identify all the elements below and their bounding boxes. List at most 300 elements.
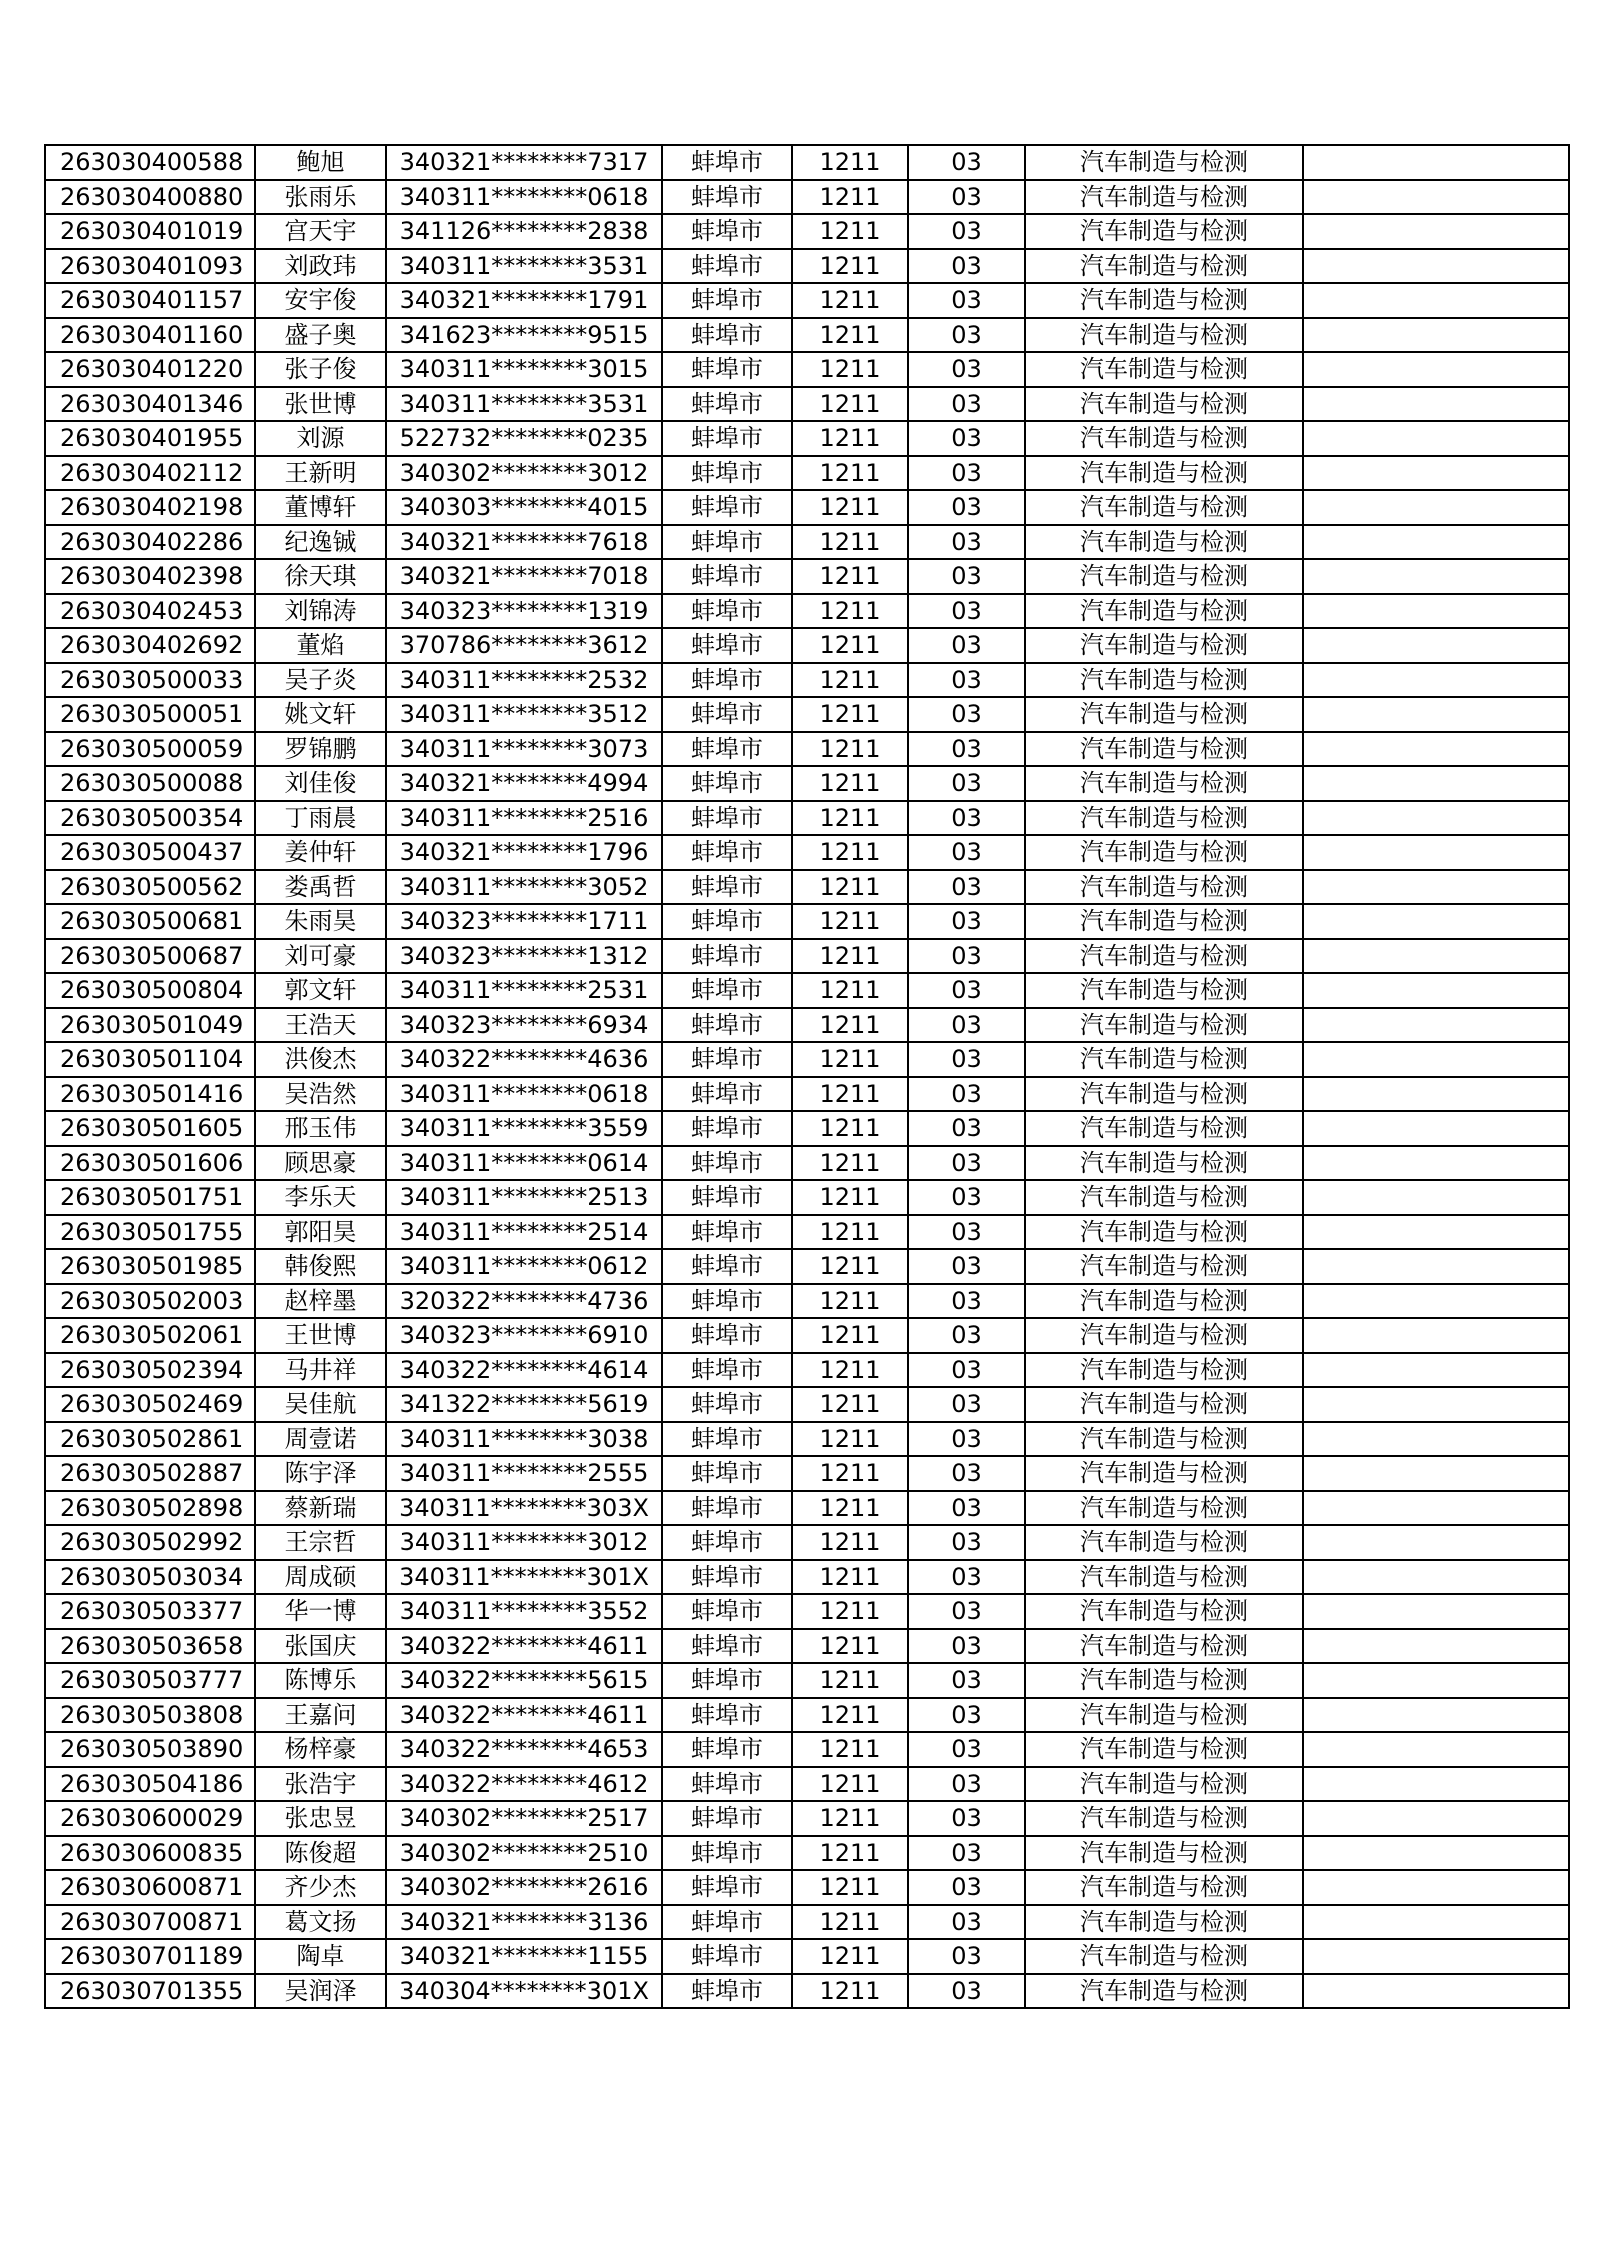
id-card-cell: 340321********1791 [386,283,662,318]
code-cell: 1211 [792,1594,908,1629]
exam-number-cell: 263030503890 [45,1732,255,1767]
table-row [45,1836,1569,1871]
class-cell: 03 [908,1663,1025,1698]
name-cell: 赵梓墨 [255,1284,386,1319]
code-cell: 1211 [792,1732,908,1767]
table-row [45,697,1569,732]
table-row [45,628,1569,663]
table-row [45,421,1569,456]
name-cell: 丁雨晨 [255,801,386,836]
id-card-cell: 340323********6910 [386,1318,662,1353]
city-cell: 蚌埠市 [662,214,792,249]
code-cell: 1211 [792,214,908,249]
remark-cell [1303,1560,1569,1595]
remark-cell [1303,1146,1569,1181]
major-cell: 汽车制造与检测 [1025,1732,1303,1767]
code-cell: 1211 [792,628,908,663]
class-cell: 03 [908,318,1025,353]
exam-number-cell: 263030700871 [45,1905,255,1940]
name-cell: 王世博 [255,1318,386,1353]
city-cell: 蚌埠市 [662,1111,792,1146]
id-card-cell: 340323********1319 [386,594,662,629]
city-cell: 蚌埠市 [662,456,792,491]
table-row [45,456,1569,491]
remark-cell [1303,490,1569,525]
class-cell: 03 [908,456,1025,491]
table-row [45,594,1569,629]
major-cell: 汽车制造与检测 [1025,1560,1303,1595]
name-cell: 周成硕 [255,1560,386,1595]
city-cell: 蚌埠市 [662,1732,792,1767]
name-cell: 安宇俊 [255,283,386,318]
class-cell: 03 [908,628,1025,663]
city-cell: 蚌埠市 [662,1525,792,1560]
code-cell: 1211 [792,594,908,629]
remark-cell [1303,352,1569,387]
id-card-cell: 340322********5615 [386,1663,662,1698]
table-row [45,559,1569,594]
class-cell: 03 [908,1698,1025,1733]
class-cell: 03 [908,387,1025,422]
table-row [45,835,1569,870]
name-cell: 朱雨昊 [255,904,386,939]
major-cell: 汽车制造与检测 [1025,1836,1303,1871]
table-row [45,939,1569,974]
city-cell: 蚌埠市 [662,1387,792,1422]
exam-number-cell: 263030503034 [45,1560,255,1595]
class-cell: 03 [908,525,1025,560]
name-cell: 董博轩 [255,490,386,525]
class-cell: 03 [908,1456,1025,1491]
city-cell: 蚌埠市 [662,1836,792,1871]
exam-number-cell: 263030500687 [45,939,255,974]
exam-number-cell: 263030401157 [45,283,255,318]
code-cell: 1211 [792,387,908,422]
major-cell: 汽车制造与检测 [1025,145,1303,180]
remark-cell [1303,283,1569,318]
code-cell: 1211 [792,1387,908,1422]
code-cell: 1211 [792,1353,908,1388]
city-cell: 蚌埠市 [662,1008,792,1043]
table-row [45,490,1569,525]
remark-cell [1303,1249,1569,1284]
exam-number-cell: 263030502469 [45,1387,255,1422]
name-cell: 吴浩然 [255,1077,386,1112]
name-cell: 吴润泽 [255,1974,386,2009]
table-row [45,1353,1569,1388]
id-card-cell: 341126********2838 [386,214,662,249]
exam-number-cell: 263030401019 [45,214,255,249]
class-cell: 03 [908,1974,1025,2009]
city-cell: 蚌埠市 [662,283,792,318]
class-cell: 03 [908,939,1025,974]
city-cell: 蚌埠市 [662,1594,792,1629]
table-row [45,1732,1569,1767]
code-cell: 1211 [792,1456,908,1491]
table-row [45,732,1569,767]
exam-number-cell: 263030500033 [45,663,255,698]
major-cell: 汽车制造与检测 [1025,1077,1303,1112]
name-cell: 盛子奥 [255,318,386,353]
major-cell: 汽车制造与检测 [1025,559,1303,594]
name-cell: 洪俊杰 [255,1042,386,1077]
code-cell: 1211 [792,525,908,560]
name-cell: 张雨乐 [255,180,386,215]
id-card-cell: 340311********3512 [386,697,662,732]
major-cell: 汽车制造与检测 [1025,1663,1303,1698]
city-cell: 蚌埠市 [662,1422,792,1457]
exam-number-cell: 263030402692 [45,628,255,663]
id-card-cell: 340311********3531 [386,249,662,284]
id-card-cell: 340322********4653 [386,1732,662,1767]
major-cell: 汽车制造与检测 [1025,801,1303,836]
major-cell: 汽车制造与检测 [1025,249,1303,284]
class-cell: 03 [908,249,1025,284]
city-cell: 蚌埠市 [662,1249,792,1284]
code-cell: 1211 [792,1318,908,1353]
id-card-cell: 340323********6934 [386,1008,662,1043]
remark-cell [1303,1077,1569,1112]
major-cell: 汽车制造与检测 [1025,663,1303,698]
id-card-cell: 340311********2555 [386,1456,662,1491]
remark-cell [1303,1905,1569,1940]
table-row [45,145,1569,180]
code-cell: 1211 [792,1870,908,1905]
code-cell: 1211 [792,1284,908,1319]
table-row [45,1146,1569,1181]
major-cell: 汽车制造与检测 [1025,456,1303,491]
exam-number-cell: 263030600871 [45,1870,255,1905]
major-cell: 汽车制造与检测 [1025,1284,1303,1319]
city-cell: 蚌埠市 [662,421,792,456]
code-cell: 1211 [792,318,908,353]
id-card-cell: 340311********2513 [386,1180,662,1215]
city-cell: 蚌埠市 [662,697,792,732]
exam-number-cell: 263030402398 [45,559,255,594]
major-cell: 汽车制造与检测 [1025,283,1303,318]
table-row [45,1387,1569,1422]
class-cell: 03 [908,1939,1025,1974]
id-card-cell: 340311********3073 [386,732,662,767]
remark-cell [1303,1974,1569,2009]
remark-cell [1303,1491,1569,1526]
table-row [45,1905,1569,1940]
remark-cell [1303,1698,1569,1733]
id-card-cell: 340321********7317 [386,145,662,180]
id-card-cell: 340311********2531 [386,973,662,1008]
major-cell: 汽车制造与检测 [1025,1629,1303,1664]
id-card-cell: 340311********303X [386,1491,662,1526]
code-cell: 1211 [792,1905,908,1940]
city-cell: 蚌埠市 [662,1974,792,2009]
name-cell: 马井祥 [255,1353,386,1388]
exam-number-cell: 263030501985 [45,1249,255,1284]
exam-number-cell: 263030401160 [45,318,255,353]
city-cell: 蚌埠市 [662,904,792,939]
exam-number-cell: 263030501104 [45,1042,255,1077]
major-cell: 汽车制造与检测 [1025,1249,1303,1284]
class-cell: 03 [908,663,1025,698]
name-cell: 郭文轩 [255,973,386,1008]
remark-cell [1303,1525,1569,1560]
major-cell: 汽车制造与检测 [1025,1767,1303,1802]
name-cell: 张国庆 [255,1629,386,1664]
table-row [45,1698,1569,1733]
id-card-cell: 340302********3012 [386,456,662,491]
code-cell: 1211 [792,1042,908,1077]
exam-number-cell: 263030501416 [45,1077,255,1112]
code-cell: 1211 [792,1836,908,1871]
name-cell: 张世博 [255,387,386,422]
major-cell: 汽车制造与检测 [1025,180,1303,215]
city-cell: 蚌埠市 [662,1560,792,1595]
class-cell: 03 [908,1353,1025,1388]
major-cell: 汽车制造与检测 [1025,1111,1303,1146]
name-cell: 董焰 [255,628,386,663]
code-cell: 1211 [792,1180,908,1215]
exam-number-cell: 263030701355 [45,1974,255,2009]
code-cell: 1211 [792,835,908,870]
code-cell: 1211 [792,697,908,732]
class-cell: 03 [908,1525,1025,1560]
exam-number-cell: 263030502992 [45,1525,255,1560]
remark-cell [1303,663,1569,698]
major-cell: 汽车制造与检测 [1025,490,1303,525]
id-card-cell: 340322********4614 [386,1353,662,1388]
major-cell: 汽车制造与检测 [1025,1422,1303,1457]
exam-number-cell: 263030501049 [45,1008,255,1043]
name-cell: 邢玉伟 [255,1111,386,1146]
major-cell: 汽车制造与检测 [1025,1525,1303,1560]
table-row [45,1801,1569,1836]
city-cell: 蚌埠市 [662,1456,792,1491]
major-cell: 汽车制造与检测 [1025,1491,1303,1526]
code-cell: 1211 [792,766,908,801]
exam-number-cell: 263030402286 [45,525,255,560]
name-cell: 张子俊 [255,352,386,387]
id-card-cell: 340322********4636 [386,1042,662,1077]
id-card-cell: 341623********9515 [386,318,662,353]
code-cell: 1211 [792,973,908,1008]
code-cell: 1211 [792,1801,908,1836]
city-cell: 蚌埠市 [662,145,792,180]
class-cell: 03 [908,1732,1025,1767]
table-row [45,1870,1569,1905]
major-cell: 汽车制造与检测 [1025,1387,1303,1422]
id-card-cell: 340311********2516 [386,801,662,836]
table-row [45,1422,1569,1457]
remark-cell [1303,835,1569,870]
id-card-cell: 340311********3531 [386,387,662,422]
table-row [45,870,1569,905]
remark-cell [1303,1801,1569,1836]
exam-number-cell: 263030503808 [45,1698,255,1733]
city-cell: 蚌埠市 [662,180,792,215]
class-cell: 03 [908,732,1025,767]
city-cell: 蚌埠市 [662,939,792,974]
remark-cell [1303,1870,1569,1905]
name-cell: 陶卓 [255,1939,386,1974]
city-cell: 蚌埠市 [662,1629,792,1664]
id-card-cell: 340311********3559 [386,1111,662,1146]
city-cell: 蚌埠市 [662,835,792,870]
table-row [45,1111,1569,1146]
id-card-cell: 340311********3552 [386,1594,662,1629]
major-cell: 汽车制造与检测 [1025,1042,1303,1077]
table-body [45,145,1569,2008]
class-cell: 03 [908,1767,1025,1802]
id-card-cell: 340311********0612 [386,1249,662,1284]
id-card-cell: 340302********2510 [386,1836,662,1871]
name-cell: 徐天琪 [255,559,386,594]
major-cell: 汽车制造与检测 [1025,1215,1303,1250]
city-cell: 蚌埠市 [662,559,792,594]
id-card-cell: 340321********1155 [386,1939,662,1974]
exam-number-cell: 263030502898 [45,1491,255,1526]
city-cell: 蚌埠市 [662,801,792,836]
name-cell: 葛文扬 [255,1905,386,1940]
remark-cell [1303,939,1569,974]
remark-cell [1303,697,1569,732]
code-cell: 1211 [792,145,908,180]
remark-cell [1303,249,1569,284]
major-cell: 汽车制造与检测 [1025,1008,1303,1043]
exam-number-cell: 263030400880 [45,180,255,215]
table-row [45,1456,1569,1491]
class-cell: 03 [908,559,1025,594]
remark-cell [1303,1939,1569,1974]
id-card-cell: 340321********1796 [386,835,662,870]
table-row [45,1939,1569,1974]
name-cell: 姜仲轩 [255,835,386,870]
exam-number-cell: 263030400588 [45,145,255,180]
id-card-cell: 340311********0614 [386,1146,662,1181]
id-card-cell: 320322********4736 [386,1284,662,1319]
exam-number-cell: 263030503777 [45,1663,255,1698]
exam-number-cell: 263030701189 [45,1939,255,1974]
city-cell: 蚌埠市 [662,1939,792,1974]
remark-cell [1303,456,1569,491]
name-cell: 刘源 [255,421,386,456]
major-cell: 汽车制造与检测 [1025,697,1303,732]
name-cell: 吴子炎 [255,663,386,698]
code-cell: 1211 [792,1146,908,1181]
code-cell: 1211 [792,1939,908,1974]
remark-cell [1303,318,1569,353]
class-cell: 03 [908,835,1025,870]
remark-cell [1303,766,1569,801]
code-cell: 1211 [792,559,908,594]
id-card-cell: 340323********1711 [386,904,662,939]
name-cell: 郭阳昊 [255,1215,386,1250]
id-card-cell: 340311********3015 [386,352,662,387]
remark-cell [1303,1180,1569,1215]
id-card-cell: 340322********4611 [386,1698,662,1733]
id-card-cell: 340311********2514 [386,1215,662,1250]
major-cell: 汽车制造与检测 [1025,1594,1303,1629]
name-cell: 纪逸铖 [255,525,386,560]
name-cell: 刘可豪 [255,939,386,974]
remark-cell [1303,904,1569,939]
major-cell: 汽车制造与检测 [1025,628,1303,663]
code-cell: 1211 [792,870,908,905]
remark-cell [1303,1111,1569,1146]
name-cell: 刘锦涛 [255,594,386,629]
major-cell: 汽车制造与检测 [1025,1353,1303,1388]
id-card-cell: 340323********1312 [386,939,662,974]
remark-cell [1303,1387,1569,1422]
exam-number-cell: 263030500088 [45,766,255,801]
table-row [45,387,1569,422]
class-cell: 03 [908,766,1025,801]
code-cell: 1211 [792,801,908,836]
remark-cell [1303,1422,1569,1457]
city-cell: 蚌埠市 [662,352,792,387]
code-cell: 1211 [792,1249,908,1284]
class-cell: 03 [908,421,1025,456]
name-cell: 蔡新瑞 [255,1491,386,1526]
code-cell: 1211 [792,904,908,939]
exam-number-cell: 263030503377 [45,1594,255,1629]
exam-number-cell: 263030401346 [45,387,255,422]
table-row [45,801,1569,836]
city-cell: 蚌埠市 [662,1905,792,1940]
id-card-cell: 340322********4612 [386,1767,662,1802]
id-card-cell: 522732********0235 [386,421,662,456]
code-cell: 1211 [792,1422,908,1457]
exam-number-cell: 263030500437 [45,835,255,870]
table-row [45,1180,1569,1215]
remark-cell [1303,1284,1569,1319]
exam-number-cell: 263030500804 [45,973,255,1008]
class-cell: 03 [908,1284,1025,1319]
id-card-cell: 340311********3012 [386,1525,662,1560]
major-cell: 汽车制造与检测 [1025,1146,1303,1181]
class-cell: 03 [908,490,1025,525]
code-cell: 1211 [792,732,908,767]
exam-number-cell: 263030500059 [45,732,255,767]
table-row [45,180,1569,215]
city-cell: 蚌埠市 [662,1180,792,1215]
table-row [45,1008,1569,1043]
major-cell: 汽车制造与检测 [1025,1939,1303,1974]
remark-cell [1303,145,1569,180]
class-cell: 03 [908,1629,1025,1664]
id-card-cell: 340302********2517 [386,1801,662,1836]
code-cell: 1211 [792,1111,908,1146]
exam-number-cell: 263030401220 [45,352,255,387]
remark-cell [1303,421,1569,456]
exam-number-cell: 263030401955 [45,421,255,456]
class-cell: 03 [908,594,1025,629]
table-row [45,663,1569,698]
name-cell: 齐少杰 [255,1870,386,1905]
name-cell: 王宗哲 [255,1525,386,1560]
name-cell: 王浩天 [255,1008,386,1043]
name-cell: 吴佳航 [255,1387,386,1422]
name-cell: 陈宇泽 [255,1456,386,1491]
major-cell: 汽车制造与检测 [1025,1974,1303,2009]
name-cell: 鲍旭 [255,145,386,180]
table-row [45,1594,1569,1629]
remark-cell [1303,1456,1569,1491]
table-row [45,1560,1569,1595]
city-cell: 蚌埠市 [662,318,792,353]
remark-cell [1303,1836,1569,1871]
remark-cell [1303,870,1569,905]
exam-number-cell: 263030401093 [45,249,255,284]
city-cell: 蚌埠市 [662,732,792,767]
